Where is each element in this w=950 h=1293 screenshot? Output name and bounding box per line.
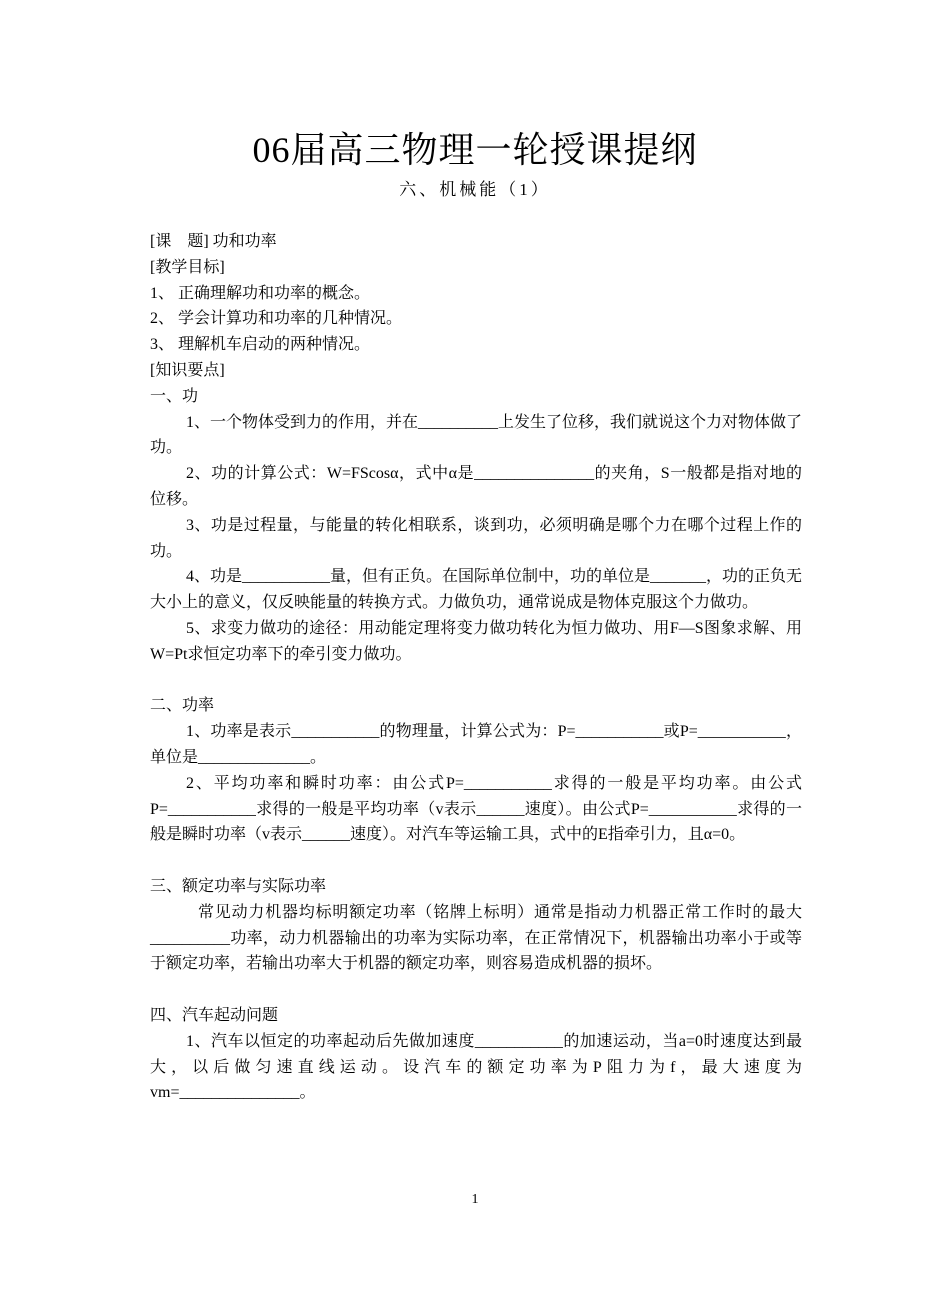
document-body bbox=[150, 229, 802, 1106]
power-paragraph-2: 2、平均功率和瞬时功率：由公式P=___________求得的一般是平均功率。由公式P=___________求得的一般是平均功率（v表示______速度）。由公式P=___________求得的一般是瞬时功率（v表示______速度）。对汽车等运输工具，式中的E指牵引力，且α=0。 bbox=[150, 774, 802, 844]
document-subtitle: 六、机械能（1） bbox=[399, 180, 551, 199]
section-heading-work: 一、功 bbox=[150, 387, 199, 405]
goal-item-2: 2、 学会计算功和功率的几种情况。 bbox=[150, 310, 403, 328]
spacer bbox=[150, 668, 802, 694]
power-paragraph-1: 1、功率是表示___________的物理量，计算公式为：P=___________或P=___________，单位是______________。 bbox=[150, 723, 802, 766]
page-number: 1 bbox=[471, 1192, 479, 1207]
goal-item-3: 3、 理解机车启动的两种情况。 bbox=[150, 336, 371, 354]
section-heading-power: 二、功率 bbox=[150, 697, 215, 715]
section-heading-car-start: 四、汽车起动问题 bbox=[150, 1006, 279, 1024]
rated-power-paragraph: 常见动力机器均标明额定功率（铭牌上标明）通常是指动力机器正常工作时的最大__________功率，动力机器输出的功率为实际功率，在正常情况下，机器输出功率小于或等于额定功率，若输出功率大于机器的额定功率，则容易造成机器的损坏。 bbox=[150, 903, 802, 973]
work-paragraph-5: 5、求变力做功的途径：用动能定理将变力做功转化为恒力做功、用F—S图象求解、用W=Pt求恒定功率下的牵引变力做功。 bbox=[150, 619, 802, 663]
car-start-paragraph-1: 1、汽车以恒定的功率起动后先做加速度___________的加速运动，当a=0时速度达到最大，以后做匀速直线运动。设汽车的额定功率为P阻力为f，最大速度为vm=_______________。 bbox=[150, 1032, 802, 1102]
spacer bbox=[150, 977, 802, 1003]
goal-item-1: 1、 正确理解功和功率的概念。 bbox=[150, 284, 371, 302]
work-paragraph-3: 3、功是过程量，与能量的转化相联系，谈到功，必须明确是哪个力在哪个过程上作的功。 bbox=[150, 516, 802, 560]
work-paragraph-4: 4、功是___________量，但有正负。在国际单位制中，功的单位是_______，功的正负无大小上的意义，仅反映能量的转换方式。力做负功，通常说成是物体克服这个力做功。 bbox=[150, 568, 803, 612]
work-paragraph-2: 2、功的计算公式：W=FScosα，式中α是_______________的夹角，S一般都是指对地的位移。 bbox=[150, 465, 802, 508]
document-title: 06届高三物理一轮授课提纲 bbox=[252, 130, 698, 170]
points-heading: [知识要点] bbox=[150, 361, 225, 379]
work-paragraph-1: 1、一个物体受到力的作用，并在__________上发生了位移，我们就说这个力对物体做了功。 bbox=[150, 413, 803, 457]
topic-line: [课 题] 功和功率 bbox=[150, 233, 277, 250]
spacer bbox=[150, 848, 802, 874]
goals-heading: [教学目标] bbox=[150, 258, 225, 276]
section-heading-rated-power: 三、额定功率与实际功率 bbox=[150, 877, 327, 895]
